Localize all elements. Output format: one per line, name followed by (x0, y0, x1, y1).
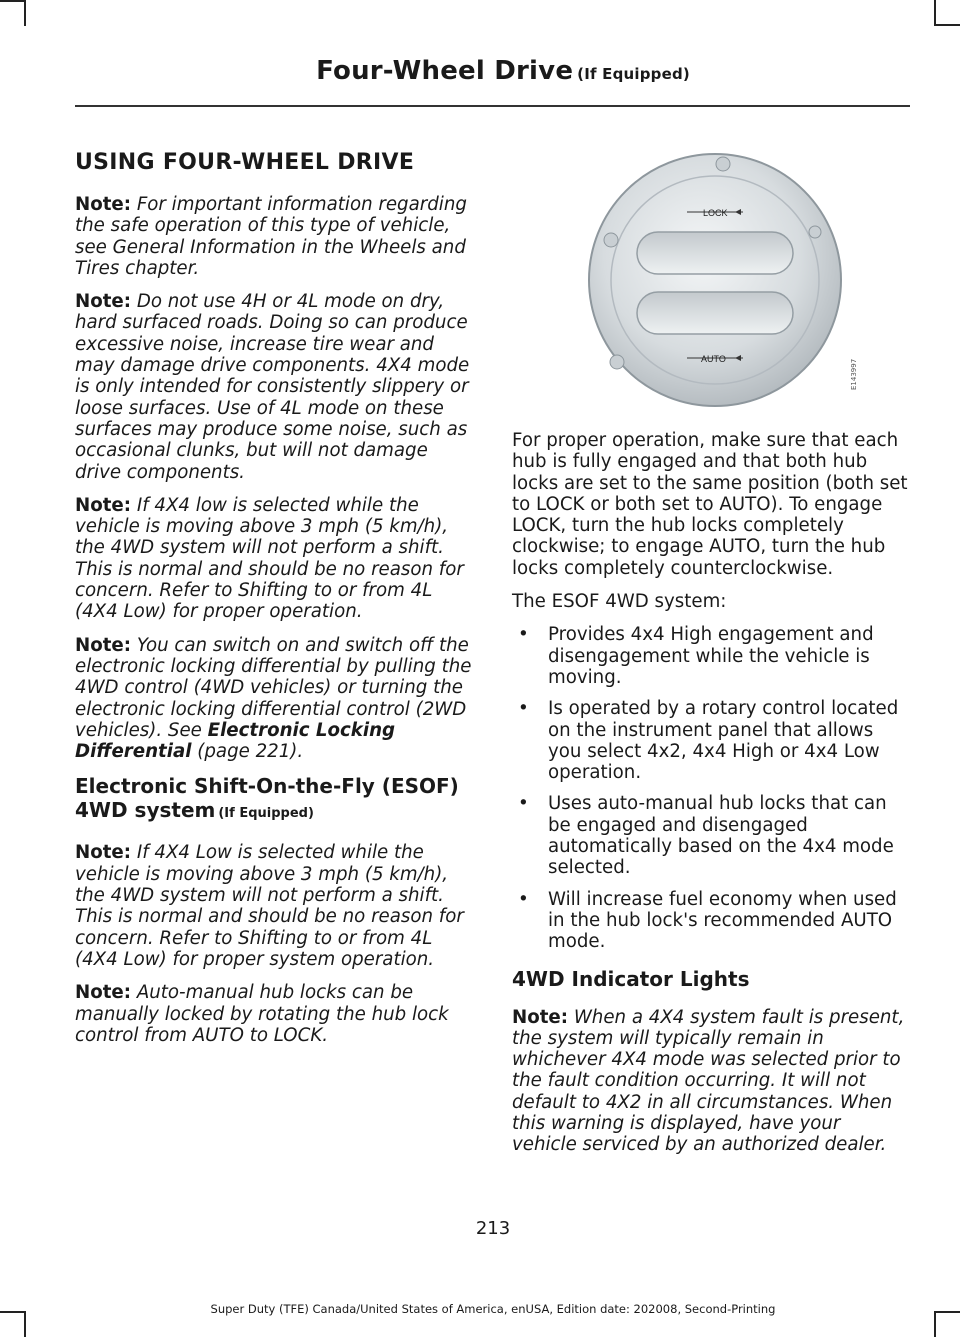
list-item: • Is operated by a rotary control located on the instrument panel that allows you select 4x2, 4x4 High or 4x4 Low operation. (518, 698, 899, 784)
list-item: • Provides 4x4 High engagement and disengagement while the vehicle is moving. (518, 624, 874, 688)
figure-code: E143997 (850, 358, 858, 390)
list-item: • Uses auto-manual hub locks that can be engaged and disengaged automatically based on the 4x4 mode selected. (518, 793, 894, 879)
note-paragraph: Note: Do not use 4H or 4L mode on dry, hard surfaced roads. Doing so can produce excessive noise, increase tire wear and may damage drive components. 4X4 mode is only intended for consistently slippery or loose surfaces. Use of 4L mode on these surfaces may produce some noise, such as occasional clunks, but will not damage drive components. (75, 291, 470, 483)
crop-mark (934, 0, 936, 26)
subsection-heading: Electronic Shift-On-the-Fly (ESOF) 4WD system (If Equipped) (75, 774, 459, 823)
body-paragraph: The ESOF 4WD system: (512, 591, 727, 613)
cross-reference-link[interactable]: Electronic Locking Differential (75, 719, 396, 763)
header-subtitle: (If Equipped) (577, 65, 690, 83)
note-paragraph: Note: Auto-manual hub locks can be manually locked by rotating the hub lock control from AUTO to LOCK. (75, 982, 449, 1046)
page-header (0, 56, 690, 86)
subsection-heading: 4WD Indicator Lights (512, 966, 750, 991)
hub-bolt (716, 157, 730, 171)
note-paragraph: Note: If 4X4 Low is selected while the vehicle is moving above 3 mph (5 km/h), the 4WD system will not perform a shift. This is normal and should be no reason for concern. Refer to Shifting to or from 4L (4X4 Low) for proper system operation. (75, 842, 464, 970)
crop-mark (0, 0, 26, 2)
crop-mark (24, 0, 26, 26)
body-paragraph: For proper operation, make sure that each hub is fully engaged and that both hub locks are set to the same position (both set to LOCK or both set to AUTO). To engage LOCK, turn the hub locks completely clockwise; to engage AUTO, turn the hub locks completely counterclockwise. (512, 430, 908, 579)
footer-text: Super Duty (TFE) Canada/United States of America, enUSA, Edition date: 202008, Second-Printing (210, 1302, 776, 1316)
hub-grip-slot (637, 292, 793, 334)
note-paragraph: Note: You can switch on and switch off the electronic locking differential by pulling the 4WD control (4WD vehicles) or turning the electronic locking differential control (2WD vehicles). See Electronic Locking Differential (page 221). (75, 634, 472, 763)
hub-grip-slot (637, 232, 793, 274)
crop-mark (934, 24, 960, 26)
left-column (75, 150, 475, 1058)
list-item: • Will increase fuel economy when used in the hub lock's recommended AUTO mode. (518, 888, 897, 953)
lock-label: LOCK (703, 208, 728, 218)
right-column (512, 430, 910, 1168)
auto-label: AUTO (701, 354, 726, 364)
note-paragraph: Note: If 4X4 low is selected while the vehicle is moving above 3 mph (5 km/h), the 4WD system will not perform a shift. This is normal and should be no reason for concern. Refer to Shifting to or from 4L (4X4 Low) for proper operation. (75, 494, 464, 623)
hub-bolt (809, 226, 821, 238)
hub-bolt (610, 355, 624, 369)
page-number: 213 (475, 1218, 511, 1239)
page-reference: (page 221). (197, 741, 304, 763)
section-heading: USING FOUR-WHEEL DRIVE (75, 150, 415, 175)
note-paragraph: Note: When a 4X4 system fault is present, the system will typically remain in whichever 4X4 mode was selected prior to the fault condition occurring. It will not default to 4X2 in all circumstances. When this warning is displayed, have your vehicle serviced by an authorized dealer. (512, 1006, 905, 1156)
hub-lock-illustration (565, 150, 870, 410)
feature-list (512, 624, 910, 952)
header-title: Four-Wheel Drive (316, 56, 574, 86)
note-paragraph: Note: For important information regarding the safe operation of this type of vehicle, see General Information in the Wheels and Tires chapter. (75, 194, 467, 279)
hub-bolt (604, 233, 618, 247)
header-divider (75, 105, 910, 107)
